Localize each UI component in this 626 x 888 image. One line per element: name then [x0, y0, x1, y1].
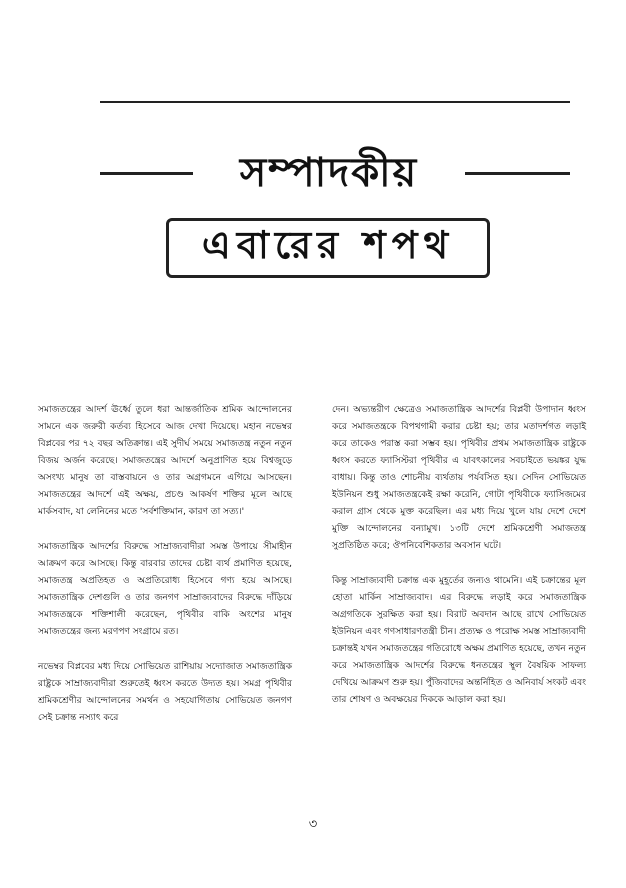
paragraph: নভেম্বর বিপ্লবের মধ্য দিয়ে সোভিয়েত রাশিয়ায় সদ্যোজাত সমাজতান্ত্রিক রাষ্ট্রকে সাম্রাজ্যবাদীরা শুরুতেই ধ্বংস করতে উদ্যত হয়। সমগ্র পৃথিবীর শ্রমিকশ্রেণীর আন্দোলনের সমর্থন ও সহযোগিতায় সোভিয়েত জনগণ সেই চক্রান্ত নস্যাৎ করে — [38, 662, 292, 723]
paragraph: দেন। অভ্যন্তরীণ ক্ষেত্রেও সমাজতান্ত্রিক আদর্শের বিপ্লবী উপাদান ধ্বংস করে সমাজতন্ত্রকে বিপথগামী করার চেষ্টা হয়; তার মতাদর্শগত লড়াই করে তাকেও পরাস্ত করা সম্ভব হয়। পৃথিবীর প্রথম সমাজতান্ত্রিক রাষ্ট্রকে ধ্বংস করতে ফ্যাসিস্টরা পৃথিবীর এ যাবৎকালের সবচাইতে ভয়ঙ্কর যুদ্ধ বাধায়। কিন্তু তাও শোচনীয় ব্যর্থতায় পর্যবসিত হয়। সেদিন সোভিয়েত ইউনিয়ন শুধু সমাজতন্ত্রকেই রক্ষা করেনি, গোটা পৃথিবীকে ফ্যাসিজমের করাল গ্রাস থেকে মুক্ত করেছিল। এর মধ্য দিয়ে খুলে যায় দেশে দেশে মুক্তি আন্দোলনের বন্যামুখ। ১৩টি দেশে শ্রমিকশ্রেণী সমাজতন্ত্র সুপ্রতিষ্ঠিত করে; ঔপনিবেশিকতার অবসান ঘটে। — [332, 405, 586, 551]
page-number: ৩ — [308, 817, 318, 832]
left-column — [38, 402, 292, 745]
paragraph: সমাজতন্ত্রের আদর্শ ঊর্ধ্বে তুলে ধরা আন্তর্জাতিক শ্রমিক আন্দোলনের সামনে এক জরুরী কর্তব্য হিসেবে আজ দেখা দিয়েছে। মহান নভেম্বর বিপ্লবের পর ৭২ বছর অতিক্রান্ত। এই সুদীর্ঘ সময়ে সমাজতন্ত্র নতুন নতুন বিজয় অর্জন করেছে। সমাজতন্ত্রের আদর্শে অনুপ্রাণিত হয়ে বিশ্বজুড়ে অসংখ্য মানুষ তা বাস্তবায়নে ও তার অগ্রগমনে এগিয়ে আসছেন। সমাজতন্ত্রের আদর্শে এই অক্ষয়, প্রচণ্ড আকর্ষণ শক্তির মূলে আছে মার্কসবাদ, যা লেনিনের মতে 'সর্বশক্তিমান, কারণ তা সত্য।' — [38, 405, 292, 517]
editorial-headline: এবারের শপথ — [201, 223, 455, 267]
article-body — [38, 402, 586, 745]
section-title: সম্পাদকীয় — [239, 149, 419, 196]
paragraph: কিন্তু সাম্রাজ্যবাদী চক্রান্ত এক মুহূর্তের জন্যও থামেনি। এই চক্রান্তের মূল হোতা মার্কিন সাম্রাজ্যবাদ। এর বিরুদ্ধে লড়াই করে সমাজতান্ত্রিক অগ্রগতিকে সুরক্ষিত করা হয়। বিরাট অবদান আছে রাখে সোভিয়েত ইউনিয়ন এবং গণসাধারণতন্ত্রী চীন। প্রত্যক্ষ ও পরোক্ষ সমস্ত সাম্রাজ্যবাদী চক্রান্তই যখন সমাজতন্ত্রের গতিরোধে অক্ষম প্রমাণিত হয়েছে, তখন নতুন করে সমাজতান্ত্রিক আদর্শের বিরুদ্ধে ধনতন্ত্রের স্থূল বৈষয়িক সাফল্য দেখিয়ে আক্রমণ শুরু হয়। পুঁজিবাদের অন্তর্নিহিত ও অনিবার্য সংকট এবং তার শোষণ ও অবক্ষয়ের দিককে আড়াল করা হয়। — [332, 576, 586, 705]
section-title-box — [193, 140, 465, 208]
paragraph: সমাজতান্ত্রিক আদর্শের বিরুদ্ধে সাম্রাজ্যবাদীরা সমস্ত উপায়ে সীমাহীন আক্রমণ করে আসছে। কিন্তু বারবার তাদের চেষ্টা ব্যর্থ প্রমাণিত হয়েছে, সমাজতন্ত্র অপ্রতিহত ও অপ্রতিরোধ্য হিসেবে গণ্য হয়ে আসছে। সমাজতান্ত্রিক দেশগুলি ও তার জনগণ সাম্রাজ্যবাদের বিরুদ্ধে দাঁড়িয়ে সমাজতন্ত্রকে শক্তিশালী করেছেন, পৃথিবীর বাকি অংশের মানুষ সমাজতন্ত্রের জন্য মরণপণ সংগ্রামে রত। — [38, 542, 292, 637]
top-rule — [100, 101, 570, 103]
right-column — [332, 402, 586, 745]
editorial-headline-box — [166, 218, 490, 278]
